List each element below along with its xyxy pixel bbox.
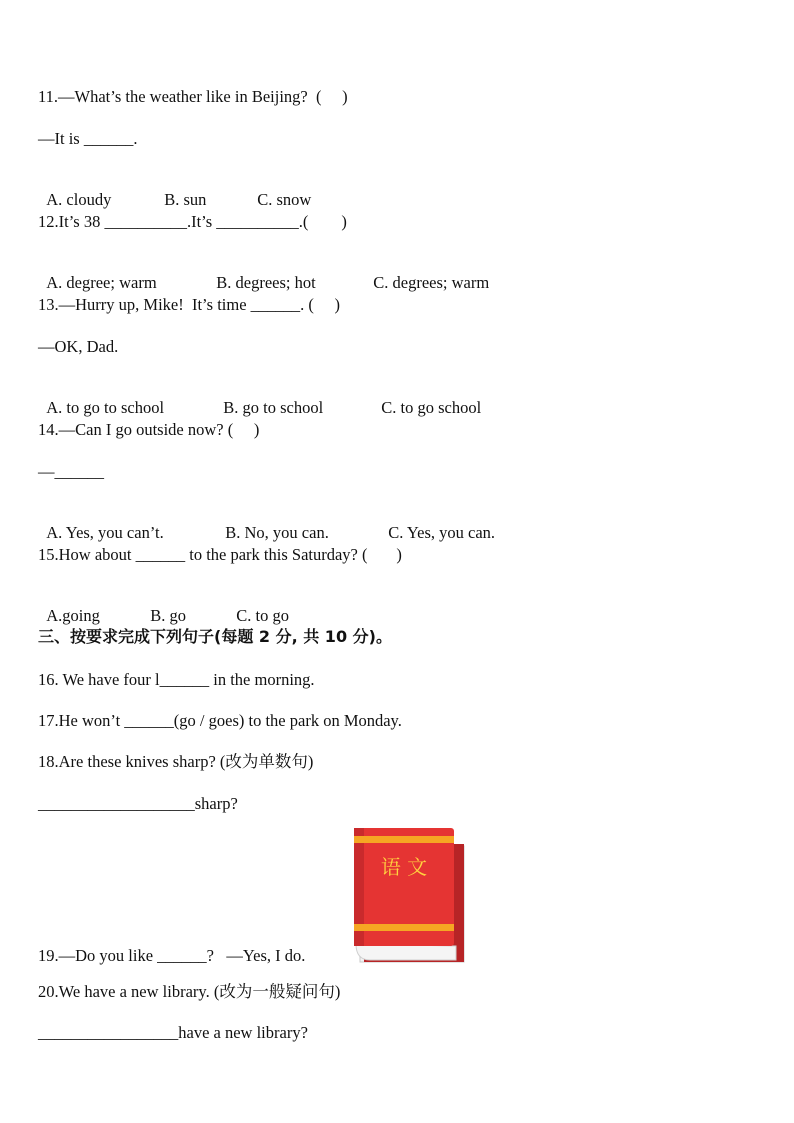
- question-12: 12.It’s 38 __________.It’s __________.( ): [38, 212, 347, 231]
- question-11: 11.—What’s the weather like in Beijing? ( ): [38, 87, 348, 106]
- question-13: 13.—Hurry up, Mike! It’s time ______. ( ): [38, 295, 341, 314]
- option-b: B. go: [150, 606, 187, 625]
- question-15-options: [38, 586, 289, 626]
- question-15: 15.How about ______ to the park this Saturday? ( ): [38, 545, 402, 564]
- question-20-answer-line: _________________have a new library?: [38, 1023, 308, 1042]
- option-c: C. degrees; warm: [373, 273, 490, 292]
- book-top-stripe: [354, 836, 454, 843]
- option-a: A. to go to school: [46, 398, 165, 417]
- question-13-answer-line: —OK, Dad.: [38, 337, 119, 356]
- book-bottom-stripe: [354, 924, 454, 931]
- question-18: 18.Are these knives sharp? (改为单数句): [38, 752, 314, 771]
- option-c: C. to go: [236, 606, 289, 625]
- question-12-options: [38, 253, 489, 293]
- option-c: C. to go school: [381, 398, 482, 417]
- option-c: C. snow: [257, 190, 312, 209]
- option-a: A. cloudy: [46, 190, 112, 209]
- book-title: 语 文: [380, 855, 428, 879]
- question-13-options: [38, 378, 481, 418]
- chinese-textbook-image: [350, 826, 466, 964]
- question-14-answer-line: —______: [38, 462, 104, 481]
- option-b: B. degrees; hot: [216, 273, 316, 292]
- option-b: B. go to school: [223, 398, 324, 417]
- question-11-options: [38, 170, 311, 210]
- question-14: 14.—Can I go outside now? ( ): [38, 420, 260, 439]
- question-20: 20.We have a new library. (改为一般疑问句): [38, 982, 341, 1001]
- option-c: C. Yes, you can.: [388, 523, 496, 542]
- option-b: B. No, you can.: [225, 523, 329, 542]
- book-pages-edge: [356, 944, 456, 960]
- section-3-heading: 三、按要求完成下列句子(每题 2 分, 共 10 分)。: [38, 627, 392, 646]
- option-a: A.going: [46, 606, 100, 625]
- option-b: B. sun: [164, 190, 207, 209]
- option-a: A. Yes, you can’t.: [46, 523, 164, 542]
- question-19: 19.—Do you like ______? —Yes, I do.: [38, 946, 306, 965]
- question-18-answer-line: ___________________sharp?: [38, 794, 238, 813]
- option-a: A. degree; warm: [46, 273, 157, 292]
- question-14-options: [38, 503, 495, 543]
- question-17: 17.He won’t ______(go / goes) to the park on Monday.: [38, 711, 402, 730]
- question-11-answer-line: —It is ______.: [38, 129, 138, 148]
- question-16: 16. We have four l______ in the morning.: [38, 670, 315, 689]
